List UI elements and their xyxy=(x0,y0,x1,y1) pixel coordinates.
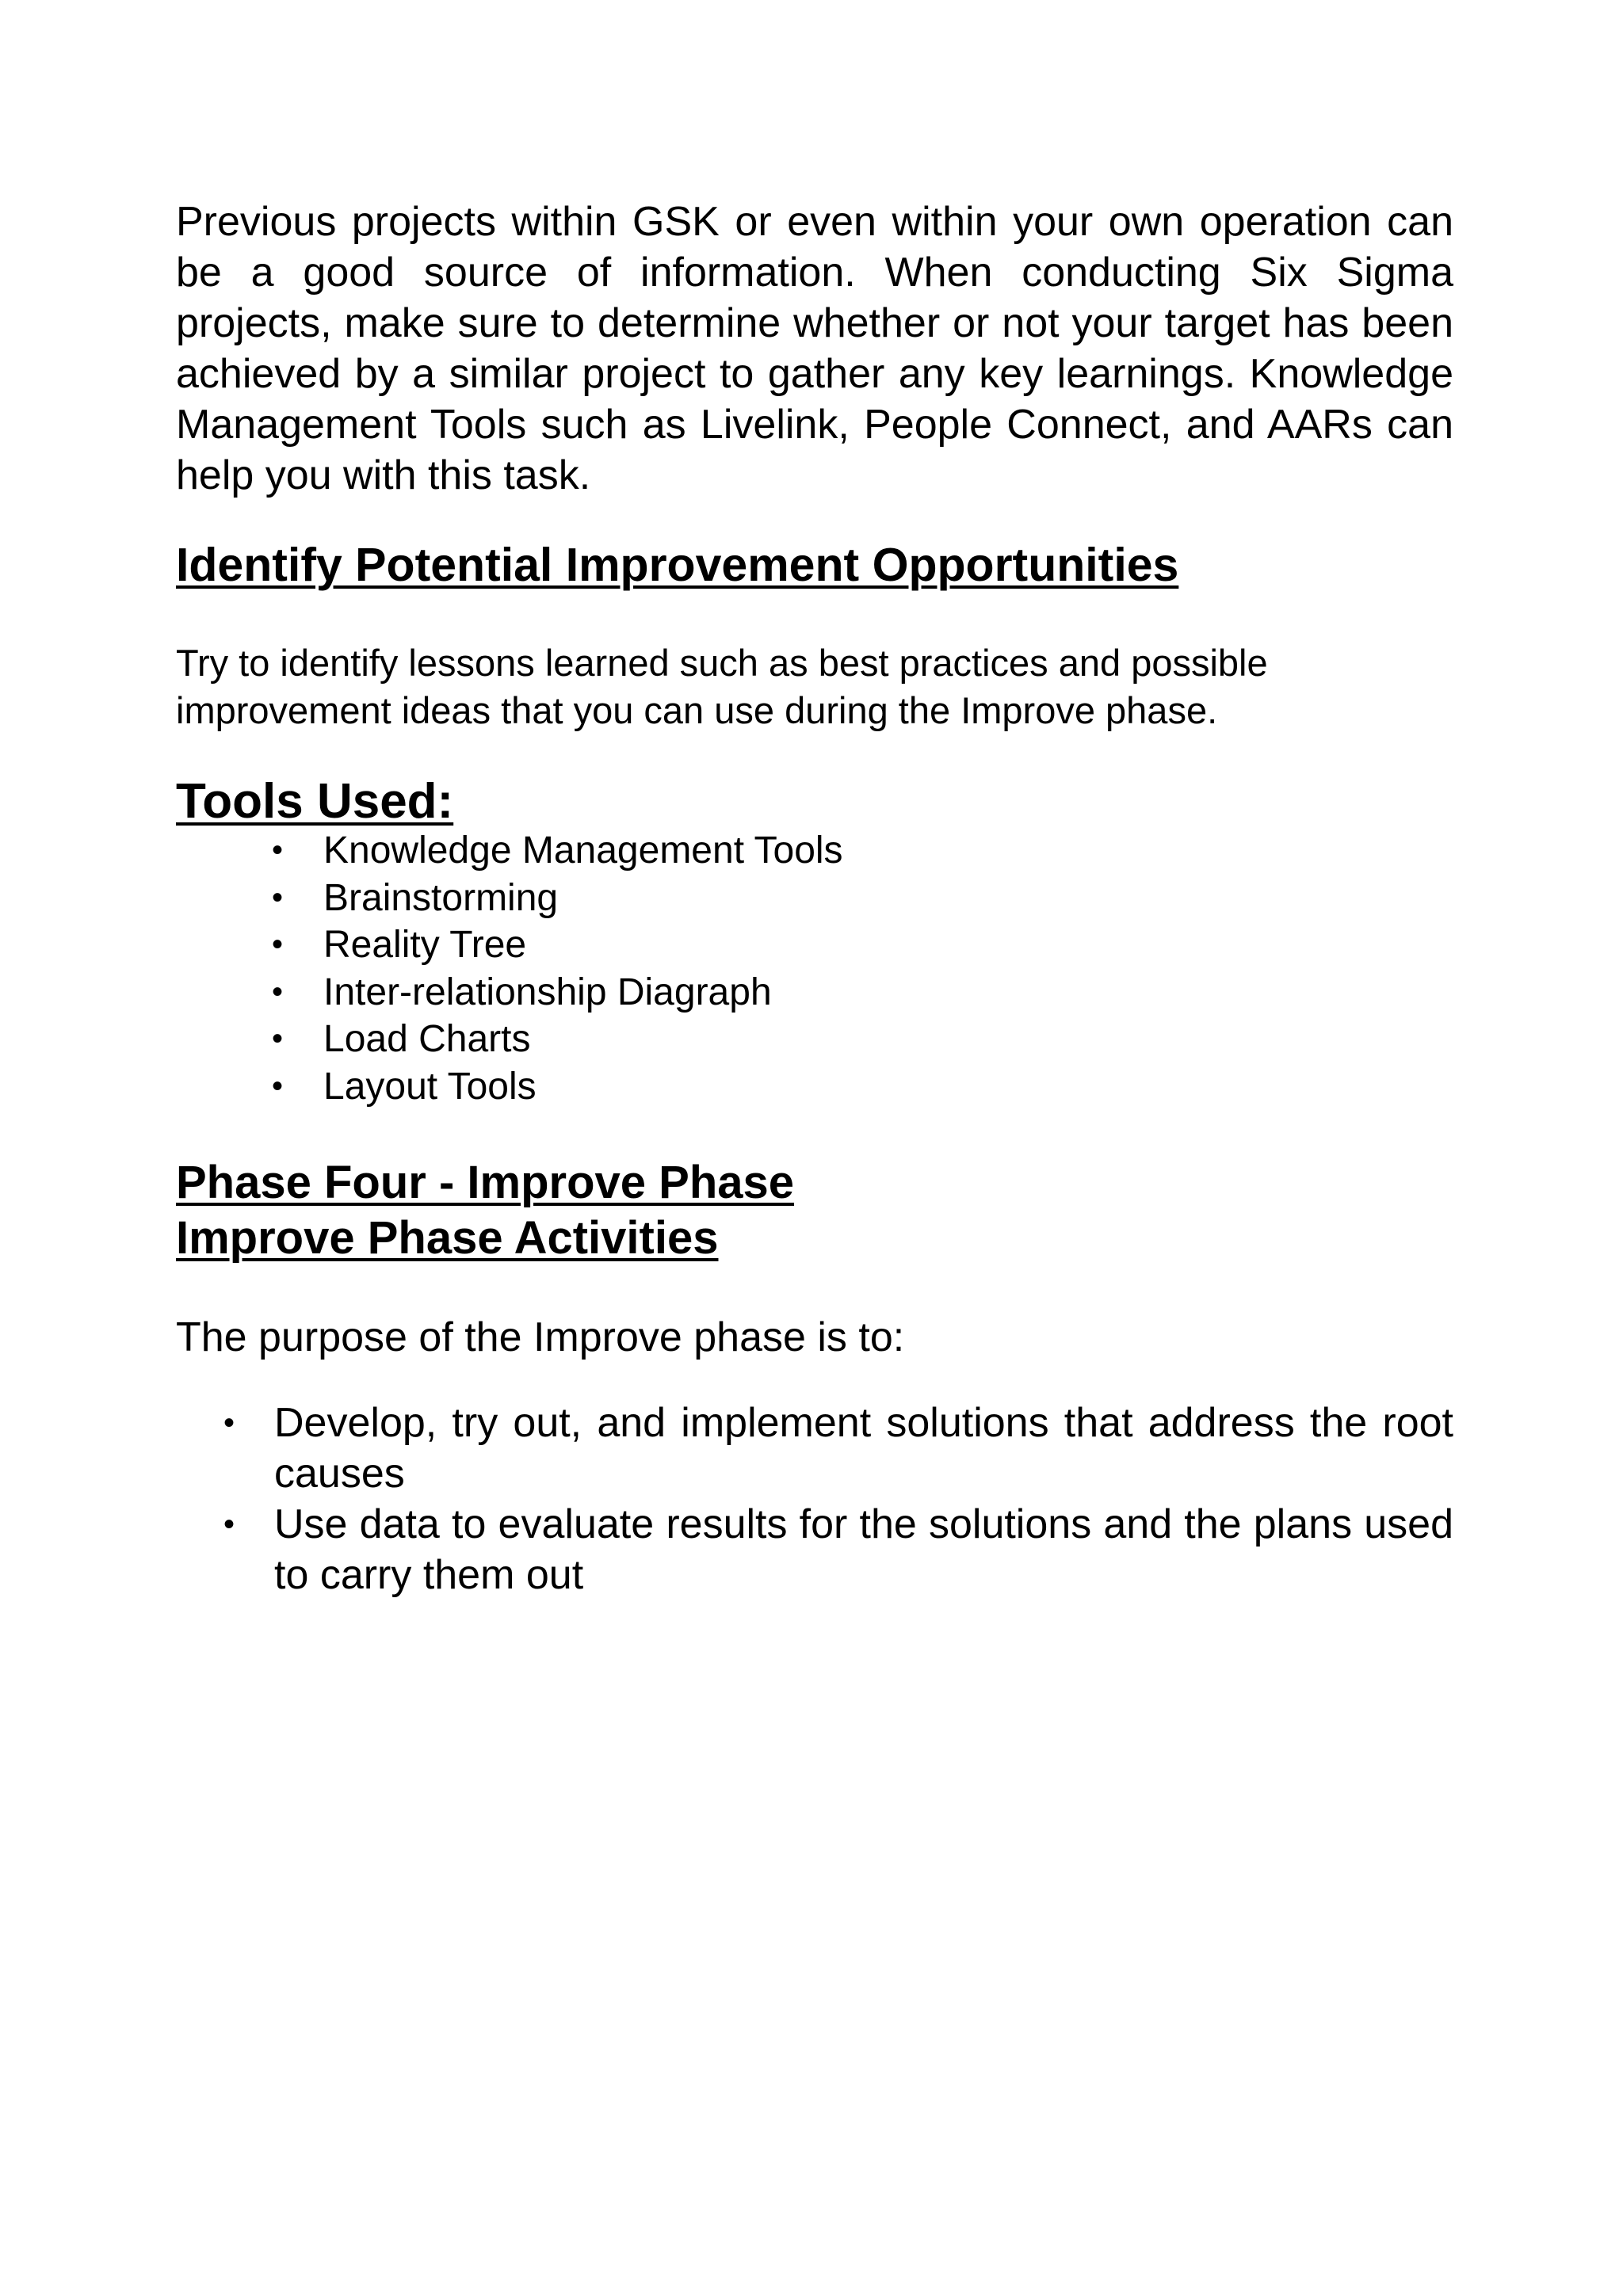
bullet-icon: • xyxy=(223,1405,235,1440)
tool-label: Layout Tools xyxy=(323,1065,537,1108)
tool-label: Knowledge Management Tools xyxy=(323,830,843,871)
phase-four-heading: Phase Four - Improve Phase xyxy=(176,1157,795,1208)
list-item xyxy=(176,875,843,922)
purpose-item-text: Develop, try out, and implement solutions that address the root causes xyxy=(274,1400,1453,1497)
bullet-icon: • xyxy=(272,1021,284,1056)
tool-label: Brainstorming xyxy=(323,876,559,919)
list-item xyxy=(176,1499,1453,1600)
bullet-icon: • xyxy=(272,974,284,1009)
list-item xyxy=(176,1063,843,1111)
tools-used-heading: Tools Used: xyxy=(176,774,454,829)
bullet-icon: • xyxy=(272,833,284,868)
tools-list xyxy=(176,827,843,1110)
list-item xyxy=(176,827,843,875)
bullet-icon: • xyxy=(223,1507,235,1542)
list-item xyxy=(176,1398,1453,1499)
list-item xyxy=(176,969,843,1016)
list-item xyxy=(176,1016,843,1063)
identify-opportunities-heading: Identify Potential Improvement Opportunities xyxy=(176,539,1179,591)
improve-activities-heading: Improve Phase Activities xyxy=(176,1212,719,1264)
list-item xyxy=(176,921,843,969)
purpose-list xyxy=(176,1398,1453,1600)
purpose-intro: The purpose of the Improve phase is to: xyxy=(176,1314,905,1360)
bullet-icon: • xyxy=(272,1068,284,1104)
bullet-icon: • xyxy=(272,879,284,915)
identify-opportunities-paragraph: Try to identify lessons learned such as best practices and possible improvement ideas that you can use during the Improve phase. xyxy=(176,642,1268,731)
tool-label: Inter-relationship Diagraph xyxy=(323,971,772,1013)
tool-label: Load Charts xyxy=(323,1018,531,1060)
intro-paragraph: Previous projects within GSK or even within your own operation can be a good source of information. When conducting Six Sigma projects, make sure to determine whether or not your target has been achieved by a similar project to gather any key learnings. Knowledge Management Tools such as Livelink, People Connect, and AARs can help you with this task. xyxy=(176,199,1453,498)
purpose-item-text: Use data to evaluate results for the solutions and the plans used to carry them out xyxy=(274,1501,1453,1598)
bullet-icon: • xyxy=(272,927,284,962)
document-page xyxy=(176,0,1453,2296)
tool-label: Reality Tree xyxy=(323,924,527,966)
